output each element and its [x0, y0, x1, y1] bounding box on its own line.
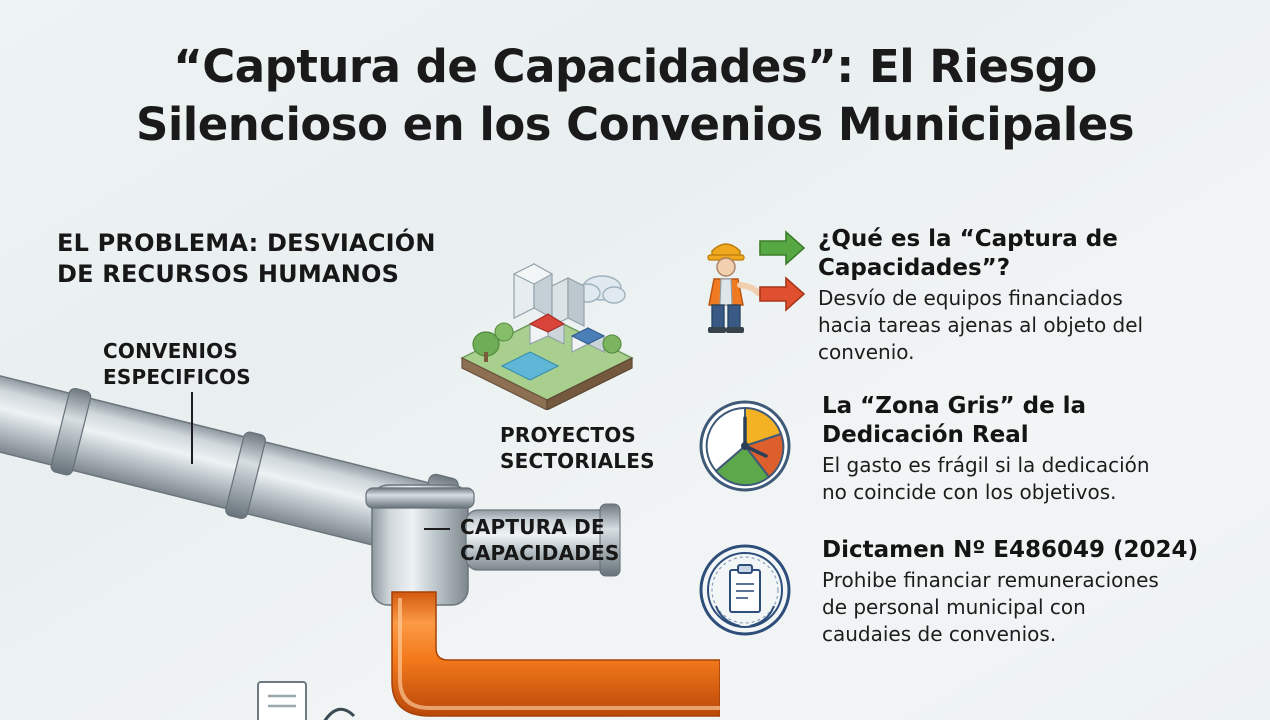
- label-convenios-line-1: CONVENIOS: [103, 339, 238, 363]
- item-title-line-1: Dictamen Nº E486049 (2024): [822, 537, 1199, 563]
- right-points-list: [690, 225, 1250, 670]
- leader-line-convenios: [191, 392, 193, 464]
- arrow-right-green-icon: [760, 232, 804, 264]
- item-title-line-1: ¿Qué es la “Captura de: [818, 226, 1118, 252]
- left-heading-line-1: EL PROBLEMA: DESVIACIÓN: [57, 229, 436, 257]
- city-block-icon: [452, 240, 642, 410]
- label-captura-de-capacidades: [460, 514, 690, 566]
- item-body-line-2: de personal municipal con: [822, 595, 1086, 619]
- item-body-line-3: caudaies de convenios.: [822, 622, 1057, 646]
- label-captura-line-1: CAPTURA DE: [460, 515, 605, 539]
- title-line-1: “Captura de Capacidades”: El Riesgo: [173, 40, 1097, 93]
- item-title: [822, 392, 1250, 450]
- list-item: [690, 392, 1250, 506]
- item-title-line-2: Capacidades”?: [818, 255, 1011, 281]
- item-body: [822, 452, 1250, 506]
- item-body-line-1: El gasto es frágil si la dedicación: [822, 453, 1150, 477]
- label-convenios-especificos: [103, 338, 333, 390]
- page-title: [0, 38, 1270, 154]
- official-seal-icon: [690, 536, 800, 649]
- item-title: [822, 536, 1250, 565]
- item-title: [818, 225, 1250, 283]
- item-body-line-1: Desvío de equipos financiados: [818, 286, 1123, 310]
- worker-arrows-icon: [690, 225, 810, 338]
- item-body-line-1: Prohibe financiar remuneraciones: [822, 568, 1159, 592]
- pie-clock-icon: [690, 392, 800, 505]
- list-item: [690, 536, 1250, 648]
- item-body: [822, 567, 1250, 648]
- item-body-line-2: hacia tareas ajenas al objeto del: [818, 313, 1144, 337]
- label-proyectos-line-1: PROYECTOS: [500, 423, 637, 447]
- list-item: [690, 225, 1250, 366]
- label-proyectos-line-2: SECTORIALES: [500, 449, 655, 473]
- arrow-right-red-icon: [760, 278, 804, 310]
- item-title-line-1: La “Zona Gris” de la: [822, 393, 1087, 419]
- item-body-line-3: convenio.: [818, 340, 915, 364]
- document-icon: [250, 678, 380, 720]
- label-proyectos-sectoriales: [500, 422, 700, 474]
- label-captura-line-2: CAPACIDADES: [460, 541, 620, 565]
- item-body: [818, 285, 1250, 366]
- left-heading-line-2: DE RECURSOS HUMANOS: [57, 260, 400, 288]
- title-line-2: Silencioso en los Convenios Municipales: [135, 98, 1135, 151]
- item-body-line-2: no coincide con los objetivos.: [822, 480, 1117, 504]
- leader-line-captura: [424, 528, 450, 530]
- label-convenios-line-2: ESPECIFICOS: [103, 365, 251, 389]
- item-title-line-2: Dedicación Real: [822, 422, 1029, 448]
